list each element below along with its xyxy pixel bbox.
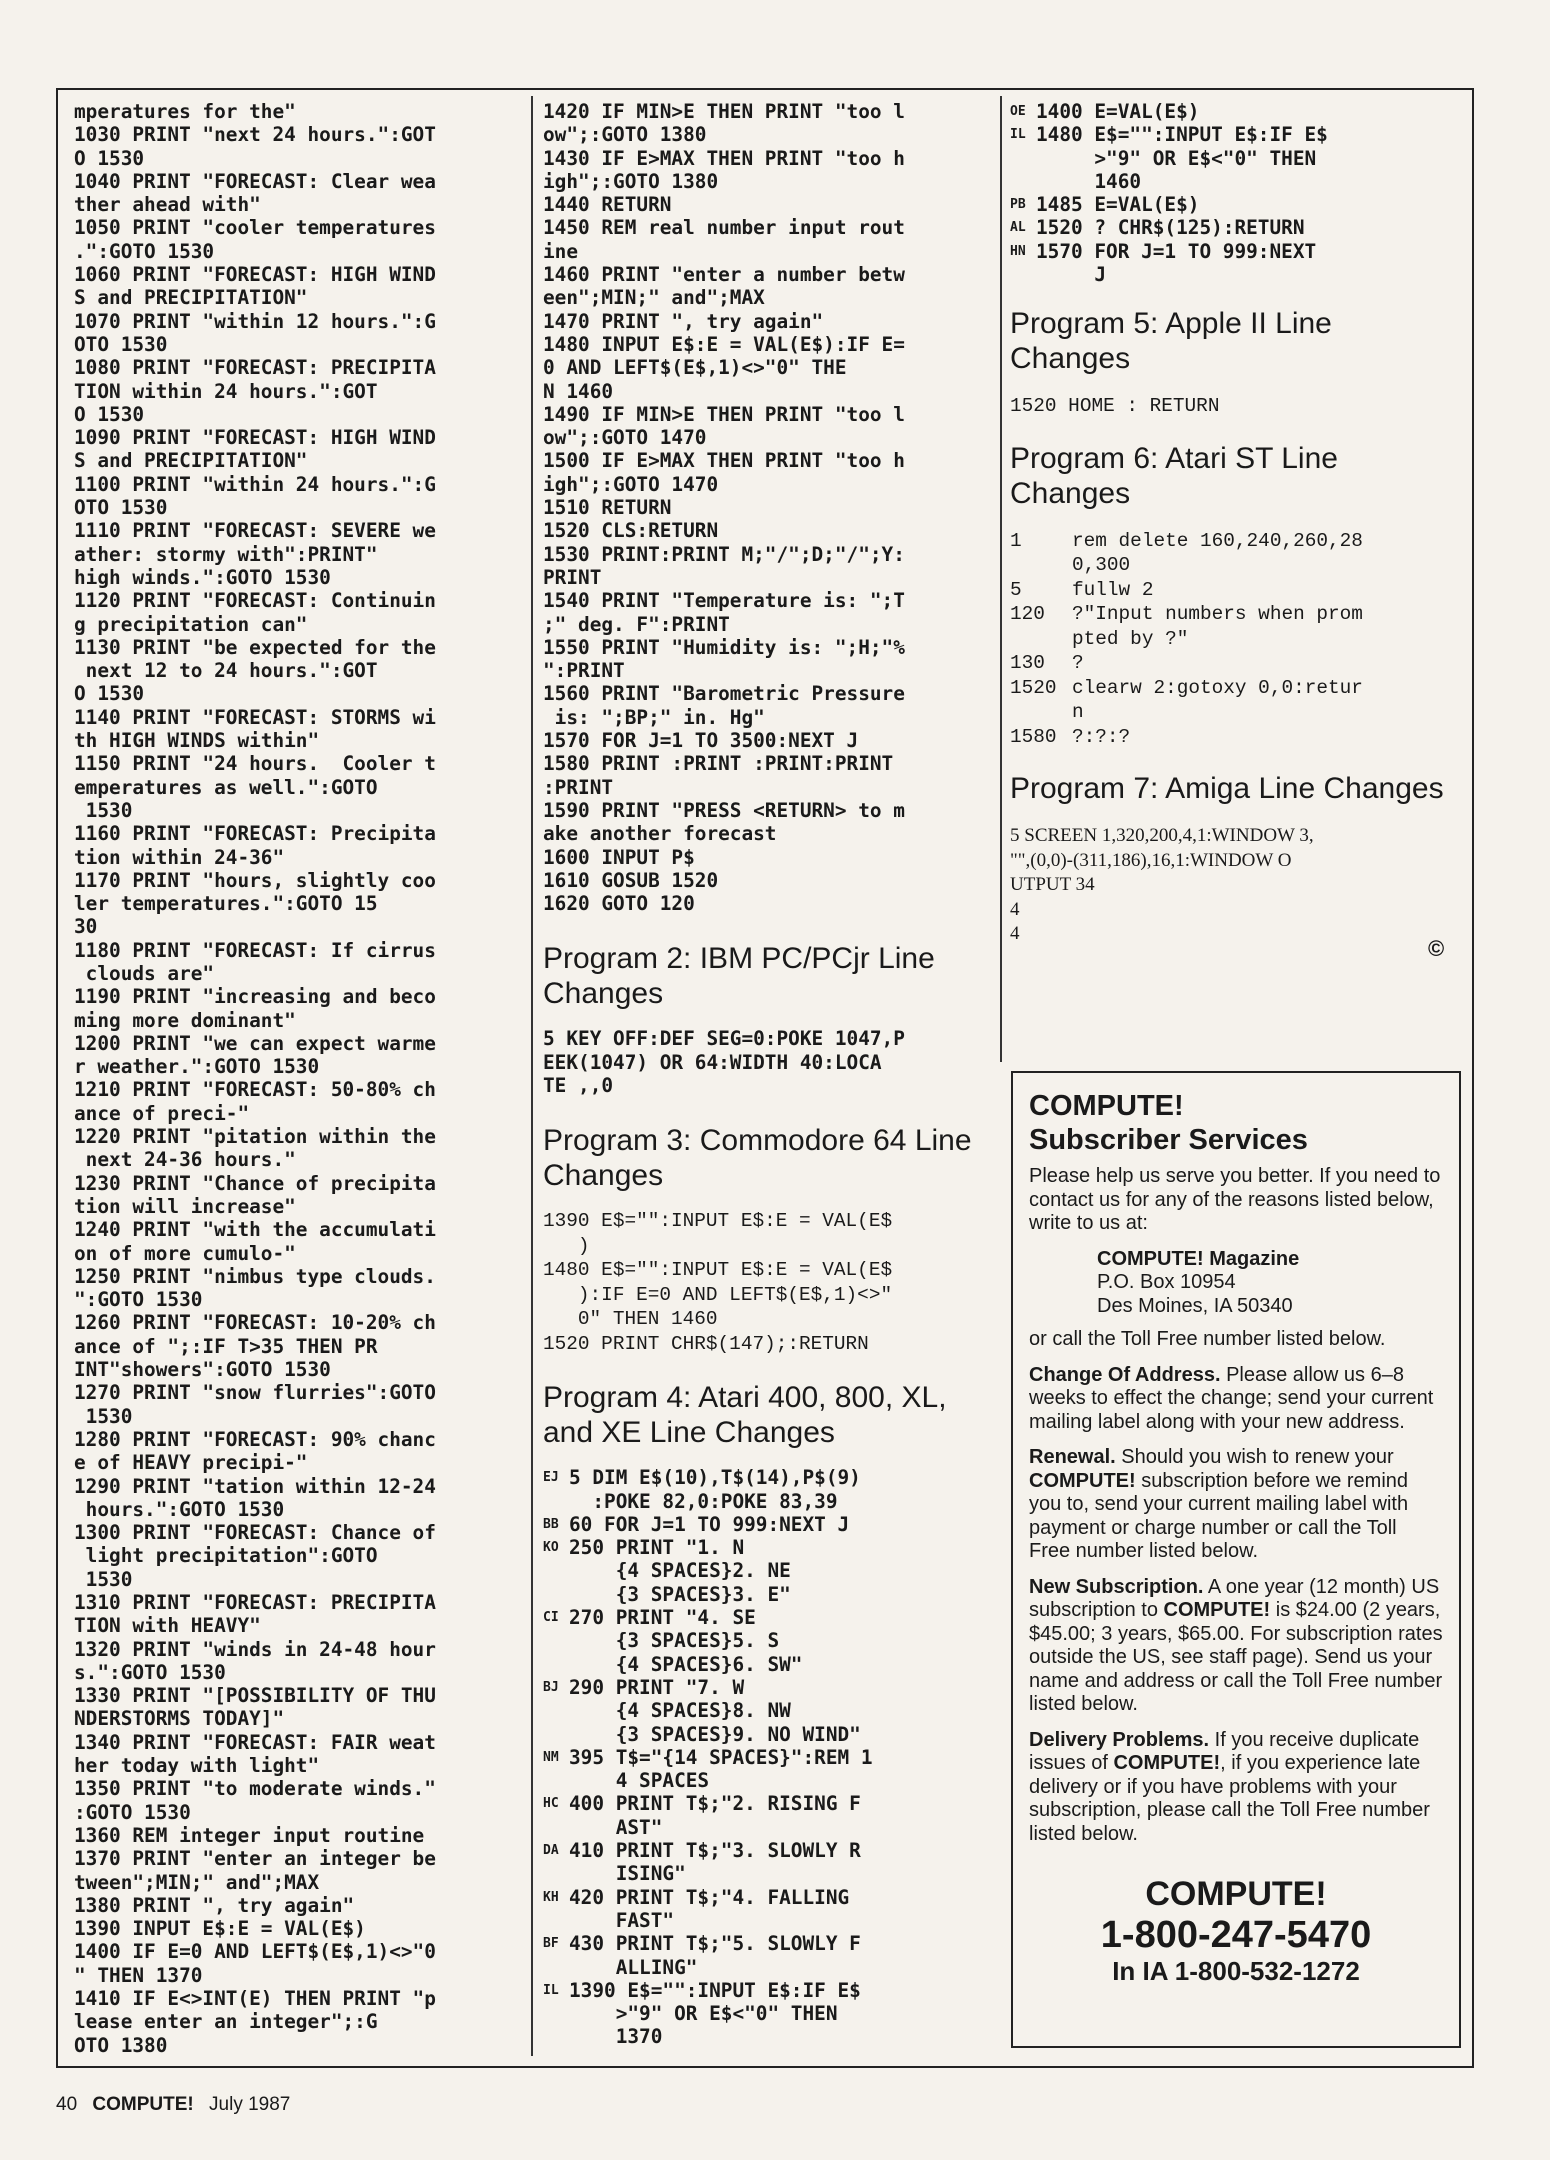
footer-date: July 1987	[209, 2094, 291, 2115]
toll-free-note: or call the Toll Free number listed below.	[1029, 1328, 1386, 1350]
checksum-code-row	[543, 1839, 983, 1886]
code-line: :PRINT	[543, 775, 614, 799]
line-number: 1580	[1010, 725, 1057, 748]
code-line: OTO 1530	[74, 496, 168, 520]
code-line: OTO 1380	[74, 2033, 168, 2057]
code-line: 5 KEY OFF:DEF SEG=0:POKE 1047,P	[543, 1027, 905, 1051]
code-line: 1250 PRINT "nimbus type clouds.	[74, 1264, 436, 1288]
code-line: ather: stormy with":PRINT"	[74, 542, 378, 566]
code-line: 30	[74, 915, 98, 939]
code-line: 1400 E=VAL(E$)	[1036, 100, 1200, 123]
code-line: 1140 PRINT "FORECAST: STORMS wi	[74, 705, 436, 729]
checksum-code-row	[543, 1979, 983, 2049]
code-line: ):IF E=0 AND LEFT$(E$,1)<>"	[543, 1283, 893, 1306]
program-4-code-continued	[1010, 100, 1450, 286]
checksum-label: BB	[543, 1516, 559, 1532]
code-line: 1430 IF E>MAX THEN PRINT "too h	[543, 146, 905, 170]
checksum-code-row	[543, 1513, 983, 1536]
new-text-2: is $24.00 (2 years, $45.00; 3 years, $65.00. For subscription rates outside the US, see staff page). Send us your name and address or call the Toll Free number listed below.	[1029, 1599, 1443, 1715]
code-line: ler temperatures.":GOTO 15	[74, 892, 378, 916]
code-line: 1290 PRINT "tation within 12-24	[74, 1474, 436, 1498]
code-line: 1210 PRINT "FORECAST: 50-80% ch	[74, 1078, 436, 1102]
code-row	[1010, 651, 1450, 676]
code-line: 1520 PRINT CHR$(147);:RETURN	[543, 1332, 869, 1355]
footer-magazine: COMPUTE!	[92, 2094, 194, 2115]
code-line: 1530	[74, 1404, 133, 1428]
code-line: 1330 PRINT "[POSSIBILITY OF THU	[74, 1684, 436, 1708]
checksum-label: IL	[1010, 127, 1026, 143]
code-line: S and PRECIPITATION"	[74, 449, 308, 473]
code-line: 1620 GOTO 120	[543, 892, 695, 916]
program-7-code	[1010, 824, 1450, 947]
code-line: 1030 PRINT "next 24 hours.":GOT	[74, 123, 436, 147]
code-line: emperatures as well.":GOTO	[74, 775, 378, 799]
checksum-label: BF	[543, 1936, 559, 1952]
iowa-phone: In IA 1-800-532-1272	[1112, 1956, 1360, 1986]
code-line: 1480 INPUT E$:E = VAL(E$):IF E=	[543, 332, 905, 356]
code-line: 1110 PRINT "FORECAST: SEVERE we	[74, 519, 436, 543]
code-line: :GOTO 1530	[74, 1800, 191, 1824]
renewal-brand: COMPUTE!	[1029, 1469, 1136, 1492]
code-line: ;" deg. F":PRINT	[543, 612, 730, 636]
code-line: 1320 PRINT "winds in 24-48 hour	[74, 1637, 436, 1661]
code-line: 1220 PRINT "pitation within the	[74, 1125, 436, 1149]
checksum-label: EJ	[543, 1470, 559, 1486]
code-line: mperatures for the"	[74, 100, 296, 123]
code-line: ake another forecast	[543, 822, 777, 846]
code-line: een";MIN;" and";MAX	[543, 286, 765, 310]
code-line: 1270 PRINT "snow flurries":GOTO	[74, 1381, 436, 1405]
change-head: Change Of Address.	[1029, 1363, 1221, 1386]
code-line: 1360 REM integer input routine	[74, 1823, 425, 1847]
code-line: 1100 PRINT "within 24 hours.":G	[74, 472, 436, 496]
code-line: 1060 PRINT "FORECAST: HIGH WIND	[74, 263, 436, 287]
code-line: ow";:GOTO 1380	[543, 123, 707, 147]
code-line: INT"showers":GOTO 1530	[74, 1358, 331, 1382]
code-line: 1390 E$="":INPUT E$:IF E$ >"9" OR E$<"0" THEN 1370	[569, 1978, 861, 2049]
code-line: 1190 PRINT "increasing and beco	[74, 985, 436, 1009]
code-line: PRINT	[543, 565, 602, 589]
program-2-code	[543, 1027, 983, 1097]
code-line: 1180 PRINT "FORECAST: If cirrus	[74, 938, 436, 962]
code-line: 4	[1010, 898, 1020, 920]
checksum-label: HN	[1010, 243, 1026, 259]
code-line: O 1530	[74, 146, 145, 170]
address-line-1: COMPUTE! Magazine	[1097, 1247, 1300, 1270]
code-line: light precipitation":GOTO	[74, 1544, 378, 1568]
code-line: r weather.":GOTO 1530	[74, 1055, 320, 1079]
checksum-code-row	[543, 1536, 983, 1606]
code-line: 1200 PRINT "we can expect warme	[74, 1031, 436, 1055]
checksum-code-row	[543, 1932, 983, 1979]
code-line: 1300 PRINT "FORECAST: Chance of	[74, 1521, 436, 1545]
page-number: 40	[56, 2094, 78, 2115]
code-line: ?"Input numbers when prom pted by ?"	[1072, 603, 1363, 650]
code-line: EEK(1047) OR 64:WIDTH 40:LOCA	[543, 1050, 882, 1074]
code-line: tion will increase"	[74, 1194, 296, 1218]
code-line: next 12 to 24 hours.":GOT	[74, 659, 378, 683]
code-line: igh";:GOTO 1380	[543, 169, 719, 193]
program-4-title: Program 4: Atari 400, 800, XL, and XE Line Changes	[543, 1381, 947, 1450]
address-line-3: Des Moines, IA 50340	[1097, 1294, 1293, 1317]
checksum-label: DA	[543, 1843, 559, 1859]
line-number: 120	[1010, 603, 1045, 626]
code-line: OTO 1530	[74, 332, 168, 356]
new-text-1: A one year (12 month) US subscription to	[1029, 1575, 1440, 1621]
code-line: "",(0,0)-(311,186),16,1:WINDOW O	[1010, 849, 1292, 871]
code-line: 1550 PRINT "Humidity is: ";H;"%	[543, 635, 905, 659]
delivery-head: Delivery Problems.	[1029, 1728, 1210, 1751]
code-line: 5 DIM E$(10),T$(14),P$(9) :POKE 82,0:POKE 83,39	[569, 1466, 861, 1513]
code-line: TION with HEAVY"	[74, 1614, 261, 1638]
checksum-label: PB	[1010, 197, 1026, 213]
code-line: 410 PRINT T$;"3. SLOWLY R ISING"	[569, 1839, 861, 1886]
code-line: clouds are"	[74, 961, 215, 985]
checksum-label: IL	[543, 1982, 559, 1998]
code-line: O 1530	[74, 402, 145, 426]
code-line: 1470 PRINT ", try again"	[543, 309, 824, 333]
renewal-head: Renewal.	[1029, 1446, 1116, 1468]
code-line: lease enter an integer";:G	[74, 2010, 378, 2034]
code-line: g precipitation can"	[74, 612, 308, 636]
code-line: 1120 PRINT "FORECAST: Continuin	[74, 589, 436, 613]
code-row	[1010, 725, 1450, 750]
code-line: 1600 INPUT P$	[543, 845, 695, 869]
checksum-code-row	[543, 1466, 983, 1513]
code-line: ming more dominant"	[74, 1008, 296, 1032]
code-line: ther ahead with"	[74, 193, 261, 217]
line-number: 1	[1010, 529, 1022, 552]
checksum-code-row	[1010, 100, 1450, 123]
code-line: 1410 IF E<>INT(E) THEN PRINT "p	[74, 1987, 436, 2011]
code-line: tween";MIN;" and";MAX	[74, 1870, 320, 1894]
code-line: 1570 FOR J=1 TO 3500:NEXT J	[543, 729, 859, 753]
brand-name: COMPUTE!	[1145, 1875, 1327, 1913]
code-line: 60 FOR J=1 TO 999:NEXT J	[569, 1512, 850, 1536]
address-line-2: P.O. Box 10954	[1097, 1271, 1236, 1293]
column-3	[1010, 100, 1450, 947]
copyright-icon: ©	[1428, 936, 1445, 961]
code-line: ":GOTO 1530	[74, 1288, 203, 1312]
program-6-title: Program 6: Atari ST Line Changes	[1010, 441, 1338, 510]
code-line: 1560 PRINT "Barometric Pressure	[543, 682, 905, 706]
checksum-label: CI	[543, 1610, 559, 1626]
code-line: TE ,,0	[543, 1073, 614, 1097]
code-line: 1480 E$="":INPUT E$:IF E$ >"9" OR E$<"0" THEN 1460	[1036, 123, 1328, 193]
code-line: th HIGH WINDS within"	[74, 729, 320, 753]
code-line: 250 PRINT "1. N {4 SPACES}2. NE {3 SPACES}3. E"	[569, 1536, 791, 1606]
checksum-code-row	[543, 1746, 983, 1793]
code-line: 270 PRINT "4. SE {3 SPACES}5. S {4 SPACES}6. SW"	[569, 1606, 803, 1676]
code-line: 1390 E$="":INPUT E$:E = VAL(E$	[543, 1210, 893, 1233]
box-title-text: Subscriber Services	[1029, 1124, 1308, 1156]
code-line: ?:?:?	[1072, 725, 1131, 748]
code-line: 1530	[74, 1567, 133, 1591]
code-line: 1610 GOSUB 1520	[543, 868, 719, 892]
code-line: 1350 PRINT "to moderate winds."	[74, 1777, 436, 1801]
change-text: Please allow us 6–8 weeks to effect the change; send your current mailing label along with your new address.	[1029, 1363, 1434, 1433]
code-line: 1170 PRINT "hours, slightly coo	[74, 868, 436, 892]
change-of-address	[1029, 1364, 1443, 1435]
code-line: 1540 PRINT "Temperature is: ";T	[543, 589, 905, 613]
checksum-code-row	[1010, 123, 1450, 193]
page-footer	[56, 2094, 290, 2116]
checksum-code-row	[1010, 240, 1450, 287]
code-line: 290 PRINT "7. W {4 SPACES}8. NW {3 SPACES}9. NO WIND"	[569, 1675, 861, 1746]
code-line: 1485 E=VAL(E$)	[1036, 193, 1200, 217]
code-line: clearw 2:gotoxy 0,0:retur n	[1072, 676, 1363, 724]
code-line: 0" THEN 1460	[543, 1308, 718, 1331]
code-line: 1230 PRINT "Chance of precipita	[74, 1171, 436, 1195]
delivery-text-1: If you receive duplicate issues of	[1029, 1728, 1420, 1774]
new-subscription	[1029, 1576, 1443, 1717]
code-line: 1440 RETURN	[543, 193, 672, 217]
code-line: her today with light"	[74, 1754, 320, 1778]
new-brand: COMPUTE!	[1163, 1599, 1271, 1621]
delivery-text-2: , if you experience late delivery or if you have problems with your subscription, please call the Toll Free number listed below.	[1029, 1752, 1430, 1845]
checksum-label: AL	[1010, 220, 1026, 236]
code-line: s.":GOTO 1530	[74, 1660, 226, 1684]
code-line: 1510 RETURN	[543, 496, 672, 520]
column-rule-2	[1000, 96, 1002, 1062]
checksum-code-row	[543, 1606, 983, 1676]
code-line: 1490 IF MIN>E THEN PRINT "too l	[543, 402, 905, 426]
program-4-code	[543, 1466, 983, 2048]
code-line: NDERSTORMS TODAY]"	[74, 1707, 285, 1731]
code-line: O 1530	[74, 682, 145, 706]
code-line: e of HEAVY precipi-"	[74, 1451, 308, 1475]
code-line: 1520 ? CHR$(125):RETURN	[1036, 216, 1305, 240]
code-line: 1480 E$="":INPUT E$:E = VAL(E$	[543, 1259, 893, 1282]
program-6-code	[1010, 529, 1450, 750]
code-line: 1530 PRINT:PRINT M;"/";D;"/";Y:	[543, 542, 905, 566]
subscriber-services-box	[1011, 1071, 1461, 2048]
code-line: 1450 REM real number input rout	[543, 216, 905, 240]
code-line: N 1460	[543, 379, 614, 403]
code-line: ":PRINT	[543, 659, 625, 683]
code-line: high winds.":GOTO 1530	[74, 565, 331, 589]
delivery-problems	[1029, 1729, 1443, 1847]
code-line: ance of ";:IF T>35 THEN PR	[74, 1334, 378, 1358]
checksum-code-row	[543, 1792, 983, 1839]
renewal-text-1: Should you wish to renew your	[1115, 1446, 1394, 1468]
code-line: 400 PRINT T$;"2. RISING F AST"	[569, 1792, 861, 1839]
code-line: 420 PRINT T$;"4. FALLING FAST"	[569, 1885, 850, 1932]
code-line: hours.":GOTO 1530	[74, 1497, 285, 1521]
code-line: 1390 INPUT E$:E = VAL(E$)	[74, 1917, 366, 1941]
code-line: 1460 PRINT "enter a number betw	[543, 263, 905, 287]
code-line: S and PRECIPITATION"	[74, 286, 308, 310]
code-line: )	[543, 1234, 590, 1257]
code-line: ance of preci-"	[74, 1101, 250, 1125]
code-line: 1380 PRINT ", try again"	[74, 1893, 355, 1917]
code-line: ow";:GOTO 1470	[543, 426, 707, 450]
box-title	[1029, 1089, 1443, 1157]
toll-free-phone: 1-800-247-5470	[1100, 1914, 1372, 1956]
checksum-code-row	[543, 1886, 983, 1933]
code-line: 1260 PRINT "FORECAST: 10-20% ch	[74, 1311, 436, 1335]
code-line: igh";:GOTO 1470	[543, 472, 719, 496]
code-row	[1010, 529, 1450, 578]
code-line: 1530	[74, 798, 133, 822]
code-row	[1010, 602, 1450, 651]
program-5-title: Program 5: Apple II Line Changes	[1010, 307, 1332, 376]
code-line: 5 SCREEN 1,320,200,4,1:WINDOW 3,	[1010, 825, 1314, 847]
checksum-code-row	[543, 1676, 983, 1746]
renewal-text-2: subscription before we remind you to, send your current mailing label with payment or charge number or call the Toll Free number listed below.	[1029, 1469, 1409, 1562]
code-line: 1520 HOME : RETURN	[1010, 395, 1220, 418]
mailing-address	[1097, 1248, 1443, 1319]
code-listing-continued	[74, 100, 514, 2057]
column-1	[74, 100, 514, 2057]
checksum-code-row	[1010, 216, 1450, 239]
code-line: " THEN 1370	[74, 1963, 203, 1987]
code-line: 4	[1010, 923, 1020, 945]
code-line: tion within 24-36"	[74, 845, 285, 869]
code-line: 1040 PRINT "FORECAST: Clear wea	[74, 169, 436, 193]
code-line: UTPUT 34	[1010, 874, 1095, 896]
box-title-brand: COMPUTE!	[1029, 1090, 1184, 1122]
program-3-title: Program 3: Commodore 64 Line Changes	[543, 1124, 972, 1193]
program-5-code	[1010, 394, 1450, 419]
checksum-code-row	[1010, 193, 1450, 216]
code-line: 1590 PRINT "PRESS <RETURN> to m	[543, 798, 905, 822]
code-line: fullw 2	[1072, 578, 1154, 601]
box-intro: Please help us serve you better. If you need to contact us for any of the reasons listed below, write to us at:	[1029, 1165, 1441, 1234]
code-line: 1570 FOR J=1 TO 999:NEXT J	[1036, 239, 1317, 287]
column-2	[543, 100, 983, 2049]
code-line: 1070 PRINT "within 12 hours.":G	[74, 309, 436, 333]
code-line: 1160 PRINT "FORECAST: Precipita	[74, 822, 436, 846]
checksum-label: BJ	[543, 1679, 559, 1695]
checksum-label: KO	[543, 1540, 559, 1556]
code-line: TION within 24 hours.":GOT	[74, 379, 378, 403]
checksum-label: NM	[543, 1749, 559, 1765]
code-line: 1310 PRINT "FORECAST: PRECIPITA	[74, 1591, 436, 1614]
checksum-label: HC	[543, 1796, 559, 1812]
code-line: ine	[543, 239, 579, 263]
code-line: 1370 PRINT "enter an integer be	[74, 1847, 436, 1871]
renewal	[1029, 1446, 1443, 1564]
program-7-title: Program 7: Amiga Line Changes	[1010, 772, 1444, 806]
delivery-brand: COMPUTE!	[1113, 1752, 1221, 1774]
line-number: 130	[1010, 652, 1045, 675]
code-line: 1150 PRINT "24 hours. Cooler t	[74, 752, 436, 776]
code-line: next 24-36 hours."	[74, 1148, 296, 1172]
code-line: 0 AND LEFT$(E$,1)<>"0" THE	[543, 356, 847, 380]
code-listing-end	[543, 100, 983, 915]
column-rule-1	[531, 96, 533, 2056]
line-number: 5	[1010, 578, 1022, 601]
code-line: 1090 PRINT "FORECAST: HIGH WIND	[74, 426, 436, 450]
new-head: New Subscription.	[1029, 1575, 1204, 1598]
code-line: ?	[1072, 652, 1084, 675]
code-line: 1050 PRINT "cooler temperatures	[74, 216, 436, 240]
code-line: rem delete 160,240,260,28 0,300	[1072, 529, 1363, 577]
code-line: 1400 IF E=0 AND LEFT$(E$,1)<>"0	[74, 1940, 436, 1964]
program-3-code	[543, 1209, 983, 1356]
code-line: 1280 PRINT "FORECAST: 90% chanc	[74, 1427, 436, 1451]
code-line: .":GOTO 1530	[74, 239, 215, 263]
code-line: 1500 IF E>MAX THEN PRINT "too h	[543, 449, 905, 473]
code-line: on of more cumulo-"	[74, 1241, 296, 1265]
program-2-title: Program 2: IBM PC/PCjr Line Changes	[543, 942, 935, 1011]
checksum-label: KH	[543, 1889, 559, 1905]
code-line: 1580 PRINT :PRINT :PRINT:PRINT	[543, 752, 894, 776]
code-row	[1010, 578, 1450, 603]
code-line: 395 T$="{14 SPACES}":REM 1 4 SPACES	[569, 1745, 873, 1793]
code-line: 1520 CLS:RETURN	[543, 519, 719, 543]
checksum-label: OE	[1010, 104, 1026, 119]
code-line: 1420 IF MIN>E THEN PRINT "too l	[543, 100, 905, 123]
code-row	[1010, 676, 1450, 725]
code-line: 1240 PRINT "with the accumulati	[74, 1218, 436, 1242]
code-line: 1080 PRINT "FORECAST: PRECIPITA	[74, 356, 436, 380]
code-line: 430 PRINT T$;"5. SLOWLY F ALLING"	[569, 1932, 861, 1979]
code-line: is: ";BP;" in. Hg"	[543, 705, 765, 729]
code-line: 1340 PRINT "FORECAST: FAIR weat	[74, 1730, 436, 1754]
code-line: 1130 PRINT "be expected for the	[74, 635, 436, 659]
line-number: 1520	[1010, 676, 1057, 699]
